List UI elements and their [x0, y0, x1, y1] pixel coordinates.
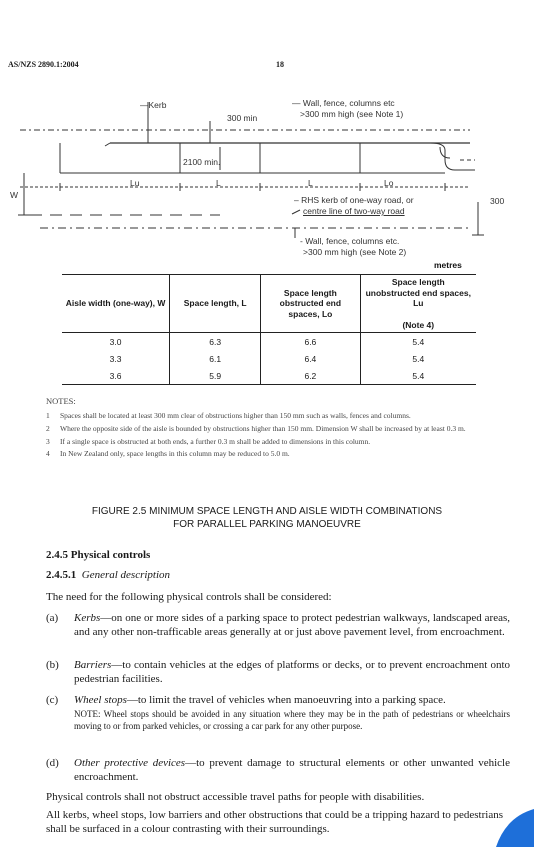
intro-paragraph: The need for the following physical controls shall be considered:	[46, 591, 332, 603]
table-cell: 6.1	[170, 350, 261, 367]
list-item-label: (a)	[46, 612, 59, 624]
paragraph-contrast: All kerbs, wheel stops, low barriers and other obstructions that could be a tripping hazard to pedestrians shall be surfaced in a colour contrasting with their surroundings.	[46, 809, 503, 836]
subsection-heading	[46, 568, 510, 582]
note-number: 1	[46, 411, 50, 421]
table-cell: 6.2	[261, 367, 360, 385]
standard-code: AS/NZS 2890.1:2004	[8, 60, 79, 69]
list-item-label: (b)	[46, 659, 59, 671]
figure-notes	[46, 396, 506, 462]
table-row	[62, 333, 476, 351]
header-space-length: Space length, L	[170, 275, 261, 333]
table-cell: 3.0	[109, 336, 122, 347]
lu-label: Lu	[130, 178, 140, 188]
table-cell: 3.6	[62, 367, 170, 385]
header-unobstructed: Space length unobstructed end spaces, Lu (Note 4)	[360, 275, 476, 333]
l2-label: L	[308, 178, 313, 188]
table-cell: 5.4	[360, 333, 476, 351]
page-curl-icon	[496, 809, 534, 847]
subsection-number: 2.4.5.1	[46, 569, 77, 581]
units-label: metres	[434, 260, 462, 270]
wall-top-label-2: >300 mm high (see Note 1)	[300, 109, 404, 119]
header-obstructed: Space length obstructed end spaces, Lo	[261, 275, 360, 333]
paragraph-disabilities: Physical controls shall not obstruct accessible travel paths for people with disabilities.	[46, 791, 425, 803]
list-item-note: NOTE: Wheel stops should be avoided in any situation where they may be in the path of pedestrians or wheelchairs moving to or from parked vehicles, or crossing a car park for any other purpose.	[74, 709, 510, 731]
note-item	[46, 411, 506, 421]
figure-caption-line-2: FOR PARALLEL PARKING MANOEUVRE	[173, 518, 361, 530]
list-item	[46, 611, 510, 640]
diagram-lines	[0, 0, 534, 270]
table-cell: 5.4	[360, 367, 476, 385]
table-cell: 5.9	[170, 367, 261, 385]
min-300-label: 300 min	[227, 113, 258, 123]
lo-label: Lo	[384, 178, 394, 188]
note-text: Where the opposite side of the aisle is bounded by obstructions higher than 150 mm. Dimension W shall be increased by at least 0.3 m.	[60, 423, 466, 433]
rhs-label-2: centre line of two-way road	[303, 206, 405, 216]
figure-caption	[60, 506, 474, 531]
note-number: 4	[46, 449, 50, 459]
list-item	[46, 756, 510, 785]
note-text: Spaces shall be located at least 300 mm clear of obstructions higher than 150 mm such as walls, fences and columns.	[60, 411, 411, 421]
section-heading: 2.4.5 Physical controls	[46, 549, 151, 561]
subsection-title: General description	[81, 569, 171, 581]
list-item-text: —to prevent damage to structural elements or other unwanted vehicle encroachment.	[74, 757, 510, 784]
note-text: If a single space is obstructed at both ends, a further 0.3 m shall be added to dimensions in this column.	[60, 436, 371, 446]
list-item-term: Barriers	[74, 659, 112, 671]
list-item-label: (c)	[46, 694, 59, 706]
note-item	[46, 437, 506, 447]
table-cell: 6.3	[170, 333, 261, 351]
table-row	[62, 350, 476, 367]
min-2100-label: 2100 min.	[183, 157, 221, 167]
note-text: In New Zealand only, space lengths in this column may be reduced to 5.0 m.	[60, 449, 290, 459]
table-cell: 6.6	[261, 333, 360, 351]
notes-title: NOTES:	[46, 396, 76, 406]
list-item-text: —to contain vehicles at the edges of platforms or decks, or to prevent encroachment onto pedestrian facilities.	[74, 659, 510, 686]
list-item	[46, 658, 510, 687]
wall-bottom-label-1: - Wall, fence, columns etc.	[300, 236, 400, 246]
table-header-row	[62, 275, 476, 333]
list-item-term: Kerbs	[74, 612, 101, 624]
wall-top-label-1: — Wall, fence, columns etc	[292, 98, 395, 108]
figure-caption-line-1: FIGURE 2.5 MINIMUM SPACE LENGTH AND AISLE WIDTH COMBINATIONS	[91, 506, 443, 517]
table-row	[62, 367, 476, 385]
list-item-label: (d)	[46, 757, 59, 769]
kerb-label: —Kerb	[140, 100, 167, 110]
rhs-label-1: – RHS kerb of one-way road, or	[294, 195, 414, 205]
list-item-term: Wheel stops	[74, 694, 127, 706]
note-number: 2	[46, 423, 50, 433]
table-cell: 3.3	[109, 353, 122, 364]
rhs-300-label: 300	[490, 196, 505, 206]
note-item	[46, 449, 506, 459]
w-label: W	[10, 190, 19, 200]
header-aisle-width: Aisle width (one-way), W	[62, 275, 170, 333]
list-item	[46, 693, 510, 733]
note-item	[46, 424, 506, 434]
table-cell: 6.4	[261, 350, 360, 367]
list-item-term: Other protective devices	[74, 757, 186, 769]
page-number: 18	[276, 60, 284, 69]
table-cell: 5.4	[360, 350, 476, 367]
note-number: 3	[46, 436, 50, 446]
wall-bottom-label-2: >300 mm high (see Note 2)	[303, 247, 407, 257]
list-item-text: —on one or more sides of a parking space to protect pedestrian walkways, landscaped areas, and any other non-trafficable areas generally at or just above pavement level, from encroachment.	[74, 612, 510, 639]
dimensions-table	[62, 274, 476, 385]
l1-label: L	[216, 178, 221, 188]
list-item-text: —to limit the travel of vehicles when manoeuvring into a parking space.	[126, 694, 446, 706]
